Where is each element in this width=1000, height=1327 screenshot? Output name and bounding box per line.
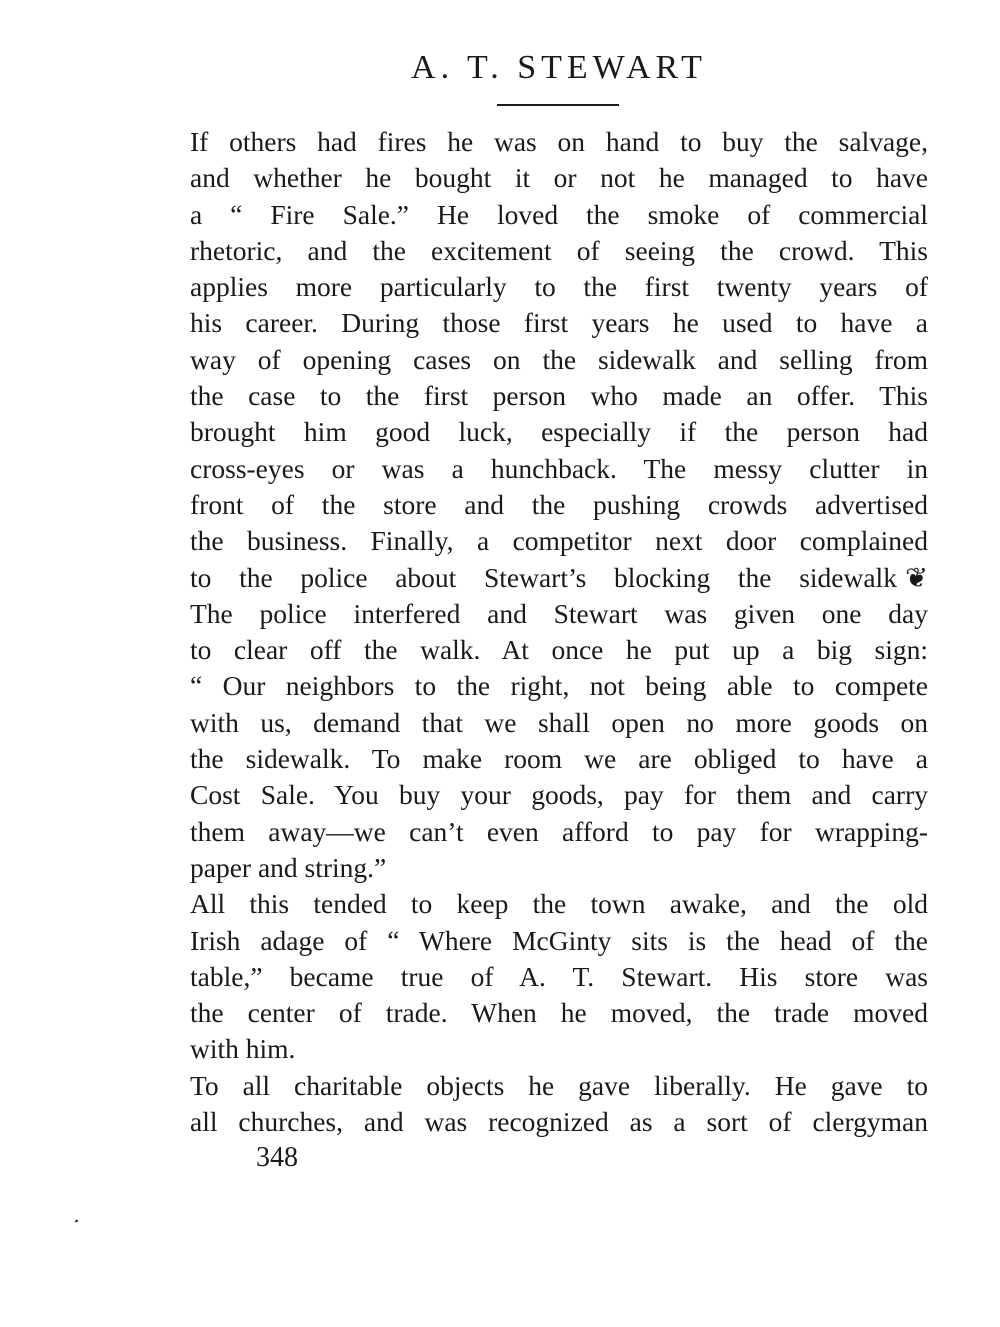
text-line: with him. [190,1033,296,1065]
text-line: the sidewalk. To make room we are obliged to have a [190,743,928,775]
text-line: Irish adage of “ Where McGinty sits is the head of the [190,924,928,956]
fleuron-ornament-icon: ❦ [904,561,928,593]
text-line: paper and string.” [190,851,387,883]
text-line: “ Our neighbors to the right, not being able to compete [190,670,928,702]
text-line: with us, demand that we shall open no more goods on [190,706,928,738]
text-line: all churches, and was recognized as a sort of clergyman [190,1106,928,1138]
text-line: rhetoric, and the excitement of seeing the crowd. This [190,234,928,266]
page-number: 348 [256,1142,298,1173]
text-line: brought him good luck, especially if the person had [190,416,928,448]
text-line: the center of trade. When he moved, the trade moved [190,997,928,1029]
text-line: If others had fires he was on hand to buy the salvage, [190,126,928,157]
text-line: a “ Fire Sale.” He loved the smoke of commercial [190,198,928,230]
text-line: them away—we can’t even afford to pay for wrapping- [190,815,928,847]
text-line: All this tended to keep the town awake, and the old [190,888,928,920]
text-line: cross-eyes or was a hunchback. The messy clutter in [190,452,928,484]
head-rule [497,104,619,106]
text-line: table,” became true of A. T. Stewart. His store was [190,960,928,992]
running-head: A. T. STEWART [411,49,707,86]
text-line: his career. During those first years he used to have a [190,307,928,339]
text-line-with-ornament [190,560,928,596]
text-line-content: to the police about Stewart’s blocking the sidewalk [190,561,897,593]
text-line: the case to the first person who made an offer. This [190,380,928,412]
text-line: and whether he bought it or not he managed to have [190,162,928,194]
text-line: applies more particularly to the first twenty years of [190,271,928,303]
scan-speck [75,1219,79,1222]
text-line: The police interfered and Stewart was given one day [190,597,928,629]
text-line: front of the store and the pushing crowds advertised [190,488,928,520]
text-line: To all charitable objects he gave liberally. He gave to [190,1069,928,1101]
body-text [190,124,928,1140]
text-line: way of opening cases on the sidewalk and selling from [190,343,928,375]
text-line: Cost Sale. You buy your goods, pay for them and carry [190,779,928,811]
text-line: the business. Finally, a competitor next door complained [190,525,928,557]
text-line: to clear off the walk. At once he put up a big sign: [190,634,928,666]
